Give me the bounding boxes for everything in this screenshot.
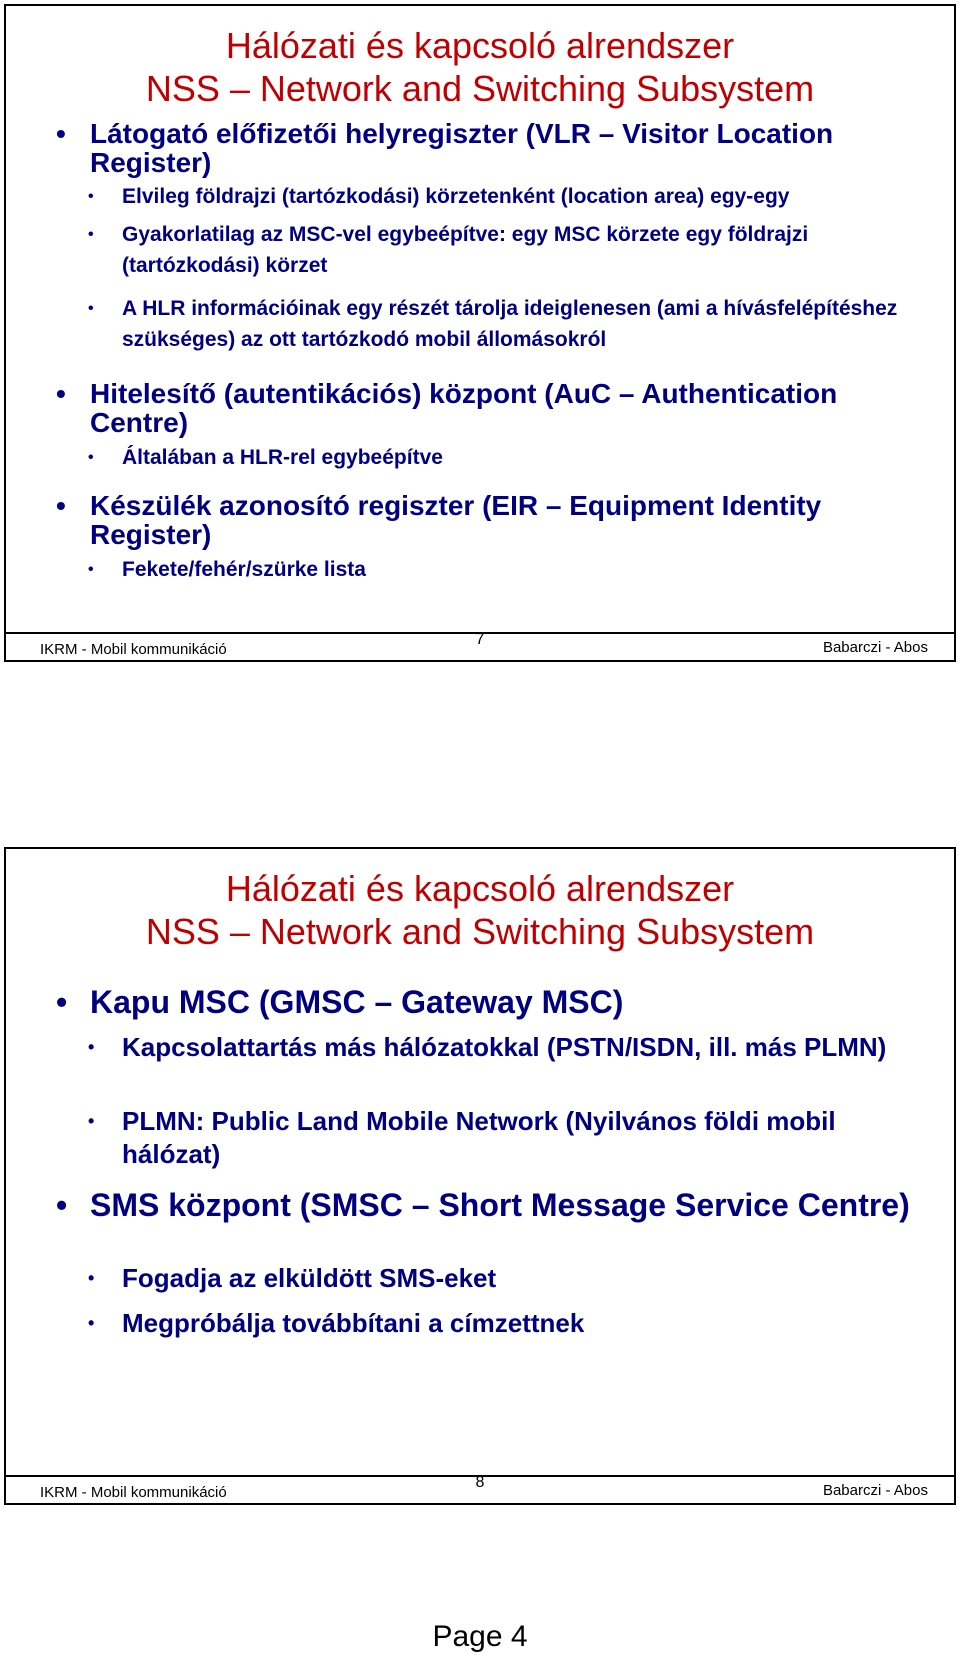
- slide-8: [4, 847, 956, 1505]
- bullet-icon: •: [88, 1111, 95, 1131]
- sub-bullet-item: [88, 293, 928, 355]
- bullet-icon: •: [56, 1187, 68, 1223]
- footer-course: IKRM - Mobil kommunikáció: [40, 1484, 227, 1501]
- slide-title-line1: Hálózati és kapcsoló alrendszer: [225, 25, 735, 66]
- bullet-item: [56, 491, 916, 549]
- bullet-text: Általában a HLR-rel egybeépítve: [122, 446, 443, 469]
- sub-bullet-item: [88, 554, 928, 585]
- bullet-text: Megpróbálja továbbítani a címzettnek: [122, 1308, 585, 1338]
- bullet-icon: •: [88, 1037, 95, 1057]
- bullet-item: [56, 379, 916, 437]
- slide-number: 8: [475, 1474, 485, 1491]
- bullet-icon: •: [88, 300, 94, 317]
- slide-7: [4, 4, 956, 662]
- bullet-text: Gyakorlatilag az MSC-vel egybeépítve: egy MSC körzete egy földrajzi (tartózkodási) körzet: [122, 223, 809, 277]
- bullet-text: Fogadja az elküldött SMS-eket: [122, 1263, 497, 1293]
- footer-authors: Babarczi - Abos: [822, 1482, 928, 1499]
- bullet-text: A HLR információinak egy részét tárolja ideiglenesen (ami a hívásfelépítéshez szükséges) az ott tartózkodó mobil állomásokról: [122, 297, 898, 351]
- bullet-icon: •: [88, 1268, 95, 1288]
- sub-bullet-item: [88, 442, 928, 473]
- page-number: Page 4: [432, 1620, 528, 1653]
- sub-bullet-item: [88, 1307, 928, 1340]
- bullet-icon: •: [88, 561, 94, 578]
- bullet-text: Hitelesítő (autentikációs) központ (AuC – Authentication Centre): [90, 378, 838, 438]
- bullet-text: Kapu MSC (GMSC – Gateway MSC): [90, 984, 624, 1020]
- bullet-text: Látogató előfizetői helyregiszter (VLR – Visitor Location Register): [90, 118, 834, 178]
- footer-authors: Babarczi - Abos: [822, 639, 928, 656]
- bullet-text: Fekete/fehér/szürke lista: [122, 558, 366, 581]
- slide-footer: [6, 632, 954, 660]
- sub-bullet-item: [88, 1105, 928, 1171]
- slide-number: 7: [475, 631, 485, 648]
- bullet-icon: •: [56, 490, 66, 521]
- bullet-text: PLMN: Public Land Mobile Network (Nyilvános földi mobil hálózat): [122, 1106, 836, 1169]
- bullet-icon: •: [88, 1313, 95, 1333]
- bullet-icon: •: [88, 226, 94, 243]
- bullet-text: Elvileg földrajzi (tartózkodási) körzetenként (location area) egy-egy: [122, 185, 790, 208]
- slide-title-line2: NSS – Network and Switching Subsystem: [145, 68, 815, 109]
- bullet-text: Kapcsolattartás más hálózatokkal (PSTN/ISDN, ill. más PLMN): [122, 1032, 887, 1062]
- sub-bullet-item: [88, 181, 928, 212]
- footer-course: IKRM - Mobil kommunikáció: [40, 641, 227, 658]
- bullet-icon: •: [88, 188, 94, 205]
- sub-bullet-item: [88, 219, 928, 281]
- bullet-icon: •: [56, 118, 66, 149]
- sub-bullet-item: [88, 1031, 928, 1064]
- bullet-icon: •: [56, 984, 68, 1020]
- bullet-item: [56, 1187, 916, 1223]
- bullet-item: [56, 119, 916, 177]
- bullet-item: [56, 984, 916, 1020]
- bullet-icon: •: [56, 378, 66, 409]
- slide-footer: [6, 1475, 954, 1503]
- slide-title-line2: NSS – Network and Switching Subsystem: [145, 911, 815, 952]
- slide-title-line1: Hálózati és kapcsoló alrendszer: [225, 868, 735, 909]
- sub-bullet-item: [88, 1262, 928, 1295]
- bullet-text: Készülék azonosító regiszter (EIR – Equipment Identity Register): [90, 490, 822, 550]
- bullet-icon: •: [88, 449, 94, 466]
- bullet-text: SMS központ (SMSC – Short Message Service Centre): [90, 1187, 910, 1223]
